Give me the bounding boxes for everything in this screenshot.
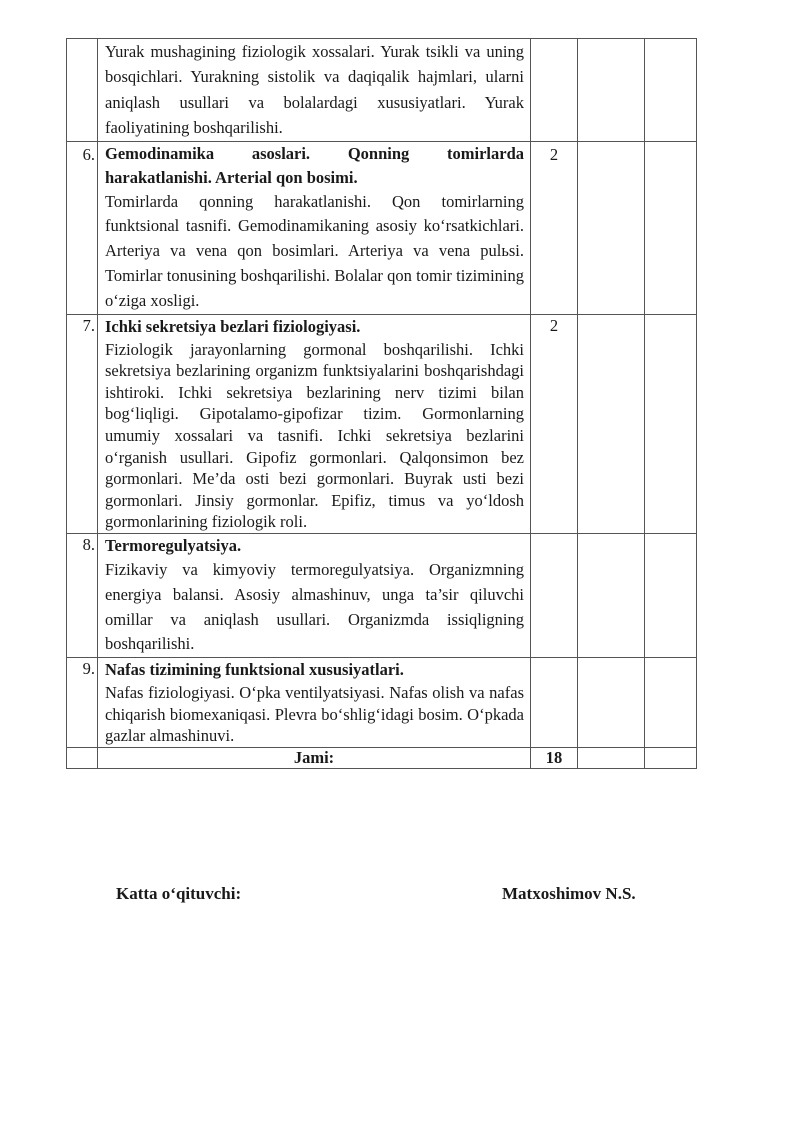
empty-cell	[578, 658, 645, 748]
topic-title: Termoregulyatsiya.	[105, 535, 242, 555]
row-number: 9.	[67, 658, 98, 748]
row-number: 8.	[67, 533, 98, 657]
topic-cell	[98, 314, 531, 533]
empty-cell	[645, 747, 697, 768]
topic-title: Nafas tizimining funktsional xususiyatlari.	[105, 660, 404, 680]
total-row	[67, 747, 697, 768]
empty-cell	[645, 533, 697, 657]
row-number: 6.	[67, 141, 98, 314]
empty-cell	[67, 747, 98, 768]
topic-cell	[98, 141, 531, 314]
empty-cell	[578, 141, 645, 314]
empty-cell	[578, 39, 645, 142]
empty-cell	[645, 39, 697, 142]
topic-cell	[98, 533, 531, 657]
total-hours: 18	[531, 747, 578, 768]
row-number: 7.	[67, 314, 98, 533]
empty-cell	[578, 314, 645, 533]
total-label: Jami:	[98, 747, 531, 768]
hours-cell	[531, 533, 578, 657]
table-row	[67, 39, 697, 142]
table-row	[67, 314, 697, 533]
hours-cell: 2	[531, 141, 578, 314]
topic-description: Yurak mushagining fiziologik xossalari. Yurak tsikli va uning bosqichlari. Yurakning sistolik va daqiqalik hajmlari, ularni aniqlash usullari va bolalardagi xususiyatlari. Yurak faoliyatining boshqarilishi.	[105, 42, 524, 138]
hours-cell: 2	[531, 314, 578, 533]
syllabus-table	[66, 38, 697, 769]
empty-cell	[645, 314, 697, 533]
topic-cell	[98, 39, 531, 142]
signature-name: Matxoshimov N.S.	[502, 884, 636, 903]
topic-description: Fiziologik jarayonlarning gormonal boshqarilishi. Ichki sekretsiya bezlarining organizm funktsiyalarini boshqarishdagi ishtiroki. Ichki sekretsiya bezlarining nerv tizimi bilan bog‘liqligi. Gipotalamo-gipofizar tizim. Gormonlarning umumiy xossalari va tasnifi. Ichki sekretsiya bezlarini o‘rganish usullari. Gipofiz gormonlari. Qalqonsimon bez gormonlari. Me’da osti bezi gormonlari. Buyrak usti bezi gormonlari. Jinsiy gormonlar. Epifiz, timus va yo‘ldosh gormonlarining fiziologik roli.	[105, 339, 524, 532]
hours-cell	[531, 39, 578, 142]
table-row	[67, 533, 697, 657]
table-row	[67, 141, 697, 314]
empty-cell	[578, 747, 645, 768]
topic-description: Tomirlarda qonning harakatlanishi. Qon tomirlarning funktsional tasnifi. Gemodinamikaning asosiy ko‘rsatkichlari. Arteriya va vena qon bosimlari. Arteriya va vena pulьsi. Tomirlar tonusining boshqarilishi. Bolalar qon tomir tizimining o‘ziga xosligi.	[105, 191, 524, 310]
hours-cell	[531, 658, 578, 748]
topic-description: Fizikaviy va kimyoviy termoregulyatsiya. Organizmning energiya balansi. Asosiy almashinuv, unga ta’sir qiluvchi omillar va aniqlash usullari. Organizmda issiqligning boshqarilishi.	[105, 559, 524, 654]
row-number	[67, 39, 98, 142]
topic-title: Gemodinamika asoslari. Qonning tomirlarda harakatlanishi. Arterial qon bosimi.	[105, 143, 524, 187]
table-row	[67, 658, 697, 748]
topic-description: Nafas fiziologiyasi. O‘pka ventilyatsiyasi. Nafas olish va nafas chiqarish biomexaniqasi. Plevra bo‘shlig‘idagi bosim. O‘pkada gazlar almashinuvi.	[105, 683, 524, 746]
empty-cell	[645, 141, 697, 314]
topic-title: Ichki sekretsiya bezlari fiziologiyasi.	[105, 316, 361, 336]
empty-cell	[645, 658, 697, 748]
topic-cell	[98, 658, 531, 748]
signature-role: Katta o‘qituvchi:	[116, 884, 242, 903]
empty-cell	[578, 533, 645, 657]
